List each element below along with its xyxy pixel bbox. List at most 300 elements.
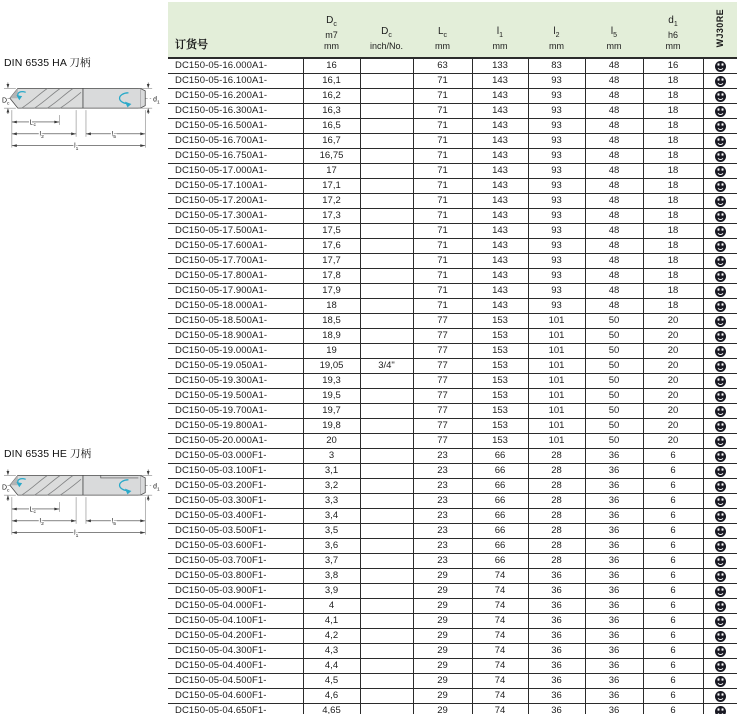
l1-cell: 153 <box>472 359 528 374</box>
lc-cell: 71 <box>413 239 472 254</box>
d1-cell: 20 <box>643 344 703 359</box>
dc-mm-cell: 16,5 <box>303 119 360 134</box>
dc-mm-cell: 4,4 <box>303 659 360 674</box>
d1-cell: 18 <box>643 119 703 134</box>
d1-cell: 6 <box>643 524 703 539</box>
table-row <box>168 134 737 149</box>
table-row <box>168 89 737 104</box>
coolant-through-grade-dot-icon <box>715 601 726 612</box>
l1-cell: 66 <box>472 509 528 524</box>
l2-cell: 28 <box>528 449 585 464</box>
l5-cell: 50 <box>585 359 643 374</box>
grade-availability-cell <box>703 164 737 179</box>
dc-mm-cell: 16,2 <box>303 89 360 104</box>
grade-availability-cell <box>703 89 737 104</box>
l1-cell: 66 <box>472 524 528 539</box>
coolant-through-grade-dot-icon <box>715 481 726 492</box>
table-row <box>168 149 737 164</box>
table-row <box>168 524 737 539</box>
l5-cell: 48 <box>585 284 643 299</box>
grade-availability-cell <box>703 614 737 629</box>
dc-mm-cell: 19,05 <box>303 359 360 374</box>
coolant-through-grade-dot-icon <box>715 391 726 402</box>
section-label-din6535-he: DIN 6535 HE 刀柄 <box>4 448 92 460</box>
dc-mm-cell: 16,3 <box>303 104 360 119</box>
coolant-through-grade-dot-icon <box>715 706 726 714</box>
dc-mm-cell: 3 <box>303 449 360 464</box>
l2-cell: 101 <box>528 329 585 344</box>
order-number-cell: DC150-05-17.800A1- <box>168 269 303 284</box>
order-number-cell: DC150-05-17.900A1- <box>168 284 303 299</box>
order-number-cell: DC150-05-16.200A1- <box>168 89 303 104</box>
table-body <box>168 58 737 714</box>
col-header-grade-wj30re <box>703 2 737 58</box>
dc-inch-cell <box>360 164 413 179</box>
order-number-cell: DC150-05-19.050A1- <box>168 359 303 374</box>
dc-inch-cell <box>360 239 413 254</box>
l2-cell: 28 <box>528 554 585 569</box>
l2-cell: 36 <box>528 704 585 714</box>
l2-cell: 101 <box>528 419 585 434</box>
l5-cell: 48 <box>585 239 643 254</box>
lc-cell: 77 <box>413 419 472 434</box>
dc-mm-cell: 19,3 <box>303 374 360 389</box>
l1-cell: 143 <box>472 224 528 239</box>
dc-inch-cell <box>360 554 413 569</box>
l5-cell: 48 <box>585 89 643 104</box>
l5-cell: 36 <box>585 569 643 584</box>
d1-cell: 6 <box>643 479 703 494</box>
coolant-through-grade-dot-icon <box>715 526 726 537</box>
lc-cell: 29 <box>413 674 472 689</box>
order-number-cell: DC150-05-16.700A1- <box>168 134 303 149</box>
dc-mm-cell: 17 <box>303 164 360 179</box>
order-number-cell: DC150-05-18.500A1- <box>168 314 303 329</box>
l5-cell: 36 <box>585 539 643 554</box>
he-drill-illustration <box>2 467 165 545</box>
lc-cell: 77 <box>413 434 472 449</box>
table-row <box>168 569 737 584</box>
coolant-through-grade-dot-icon <box>715 556 726 567</box>
dim-label-d1: $d_1$ <box>153 96 160 106</box>
lc-cell: 23 <box>413 539 472 554</box>
grade-availability-cell <box>703 494 737 509</box>
l5-cell: 48 <box>585 254 643 269</box>
dc-inch-cell <box>360 389 413 404</box>
l2-cell: 36 <box>528 599 585 614</box>
d1-cell: 20 <box>643 404 703 419</box>
coolant-through-grade-dot-icon <box>715 511 726 522</box>
l1-cell: 143 <box>472 284 528 299</box>
coolant-through-grade-dot-icon <box>715 91 726 102</box>
lc-cell: 71 <box>413 104 472 119</box>
d1-cell: 18 <box>643 164 703 179</box>
l2-cell: 83 <box>528 58 585 74</box>
l1-cell: 143 <box>472 104 528 119</box>
order-number-cell: DC150-05-17.700A1- <box>168 254 303 269</box>
dc-inch-cell <box>360 284 413 299</box>
l2-cell: 28 <box>528 524 585 539</box>
l1-cell: 143 <box>472 239 528 254</box>
he-drill-diagram <box>2 467 165 545</box>
dc-mm-cell: 17,1 <box>303 179 360 194</box>
l1-cell: 66 <box>472 464 528 479</box>
lc-cell: 23 <box>413 494 472 509</box>
order-number-cell: DC150-05-03.400F1- <box>168 509 303 524</box>
l2-cell: 36 <box>528 614 585 629</box>
order-number-cell: DC150-05-17.000A1- <box>168 164 303 179</box>
coolant-through-grade-dot-icon <box>715 166 726 177</box>
table-row <box>168 299 737 314</box>
dc-mm-cell: 4 <box>303 599 360 614</box>
d1-cell: 6 <box>643 614 703 629</box>
table-row <box>168 599 737 614</box>
dim-label-l5: $l_5$ <box>111 518 116 527</box>
l2-cell: 28 <box>528 509 585 524</box>
l5-cell: 36 <box>585 449 643 464</box>
dc-inch-cell <box>360 269 413 284</box>
dc-inch-cell <box>360 299 413 314</box>
dc-mm-cell: 3,1 <box>303 464 360 479</box>
coolant-through-grade-dot-icon <box>715 286 726 297</box>
l5-cell: 36 <box>585 509 643 524</box>
table-row <box>168 554 737 569</box>
dc-mm-cell: 4,3 <box>303 644 360 659</box>
coolant-through-grade-dot-icon <box>715 376 726 387</box>
d1-cell: 18 <box>643 179 703 194</box>
table-row <box>168 254 737 269</box>
table-row <box>168 269 737 284</box>
order-number-cell: DC150-05-17.200A1- <box>168 194 303 209</box>
dc-mm-cell: 17,6 <box>303 239 360 254</box>
order-number-cell: DC150-05-04.000F1- <box>168 599 303 614</box>
dc-inch-cell <box>360 254 413 269</box>
table-row <box>168 644 737 659</box>
d1-cell: 18 <box>643 104 703 119</box>
d1-cell: 20 <box>643 374 703 389</box>
order-number-cell: DC150-05-16.300A1- <box>168 104 303 119</box>
col-header-l5: $l_5$ mm <box>585 2 643 58</box>
l1-cell: 153 <box>472 314 528 329</box>
dc-inch-cell <box>360 194 413 209</box>
lc-cell: 23 <box>413 554 472 569</box>
dc-inch-cell <box>360 404 413 419</box>
table-row <box>168 704 737 714</box>
lc-cell: 71 <box>413 134 472 149</box>
order-number-cell: DC150-05-17.600A1- <box>168 239 303 254</box>
l1-cell: 66 <box>472 494 528 509</box>
order-number-cell: DC150-05-16.500A1- <box>168 119 303 134</box>
coolant-through-grade-dot-icon <box>715 301 726 312</box>
order-number-cell: DC150-05-04.300F1- <box>168 644 303 659</box>
grade-availability-cell <box>703 509 737 524</box>
grade-availability-cell <box>703 254 737 269</box>
dim-label-lc: $L_c$ <box>29 119 36 129</box>
coolant-through-grade-dot-icon <box>715 436 726 447</box>
l1-cell: 143 <box>472 134 528 149</box>
l1-cell: 153 <box>472 419 528 434</box>
order-number-cell: DC150-05-04.650F1- <box>168 704 303 714</box>
col-header-dc-inch: $D_c$ inch/No. <box>360 2 413 58</box>
dc-mm-cell: 17,3 <box>303 209 360 224</box>
coolant-through-grade-dot-icon <box>715 421 726 432</box>
dc-mm-cell: 4,6 <box>303 689 360 704</box>
dc-inch-cell <box>360 689 413 704</box>
grade-availability-cell <box>703 239 737 254</box>
dc-inch-cell <box>360 644 413 659</box>
dc-mm-cell: 3,7 <box>303 554 360 569</box>
dc-inch-cell <box>360 434 413 449</box>
table-row <box>168 479 737 494</box>
l1-cell: 153 <box>472 404 528 419</box>
grade-availability-cell <box>703 464 737 479</box>
l1-cell: 143 <box>472 74 528 89</box>
lc-cell: 71 <box>413 269 472 284</box>
l5-cell: 48 <box>585 299 643 314</box>
d1-cell: 6 <box>643 704 703 714</box>
d1-cell: 18 <box>643 254 703 269</box>
dc-mm-cell: 17,5 <box>303 224 360 239</box>
dc-inch-cell <box>360 464 413 479</box>
order-number-cell: DC150-05-04.400F1- <box>168 659 303 674</box>
l1-cell: 74 <box>472 584 528 599</box>
dc-inch-cell <box>360 569 413 584</box>
l5-cell: 48 <box>585 194 643 209</box>
dc-mm-cell: 18 <box>303 299 360 314</box>
grade-availability-cell <box>703 179 737 194</box>
dc-inch-cell <box>360 419 413 434</box>
lc-cell: 71 <box>413 89 472 104</box>
d1-cell: 20 <box>643 419 703 434</box>
coolant-through-grade-dot-icon <box>715 181 726 192</box>
d1-cell: 6 <box>643 689 703 704</box>
dc-mm-cell: 3,2 <box>303 479 360 494</box>
coolant-through-grade-dot-icon <box>715 361 726 372</box>
d1-cell: 18 <box>643 239 703 254</box>
dc-inch-cell <box>360 674 413 689</box>
coolant-through-grade-dot-icon <box>715 196 726 207</box>
l5-cell: 48 <box>585 119 643 134</box>
l5-cell: 48 <box>585 224 643 239</box>
coolant-through-grade-dot-icon <box>715 151 726 162</box>
grade-availability-cell <box>703 58 737 74</box>
d1-cell: 20 <box>643 359 703 374</box>
coolant-through-grade-dot-icon <box>715 406 726 417</box>
order-number-cell: DC150-05-17.300A1- <box>168 209 303 224</box>
grade-availability-cell <box>703 419 737 434</box>
dc-mm-cell: 4,1 <box>303 614 360 629</box>
l2-cell: 93 <box>528 284 585 299</box>
grade-availability-cell <box>703 689 737 704</box>
lc-cell: 23 <box>413 464 472 479</box>
order-number-cell: DC150-05-16.000A1- <box>168 58 303 74</box>
dc-inch-cell <box>360 599 413 614</box>
l5-cell: 48 <box>585 134 643 149</box>
l5-cell: 50 <box>585 434 643 449</box>
coolant-through-grade-dot-icon <box>715 76 726 87</box>
table-row <box>168 674 737 689</box>
order-number-cell: DC150-05-03.100F1- <box>168 464 303 479</box>
l5-cell: 50 <box>585 374 643 389</box>
table-row <box>168 419 737 434</box>
lc-cell: 29 <box>413 644 472 659</box>
order-number-cell: DC150-05-17.500A1- <box>168 224 303 239</box>
l1-cell: 153 <box>472 329 528 344</box>
table-row <box>168 404 737 419</box>
l1-cell: 143 <box>472 194 528 209</box>
grade-availability-cell <box>703 479 737 494</box>
l2-cell: 93 <box>528 164 585 179</box>
table-row <box>168 359 737 374</box>
dc-inch-cell <box>360 539 413 554</box>
order-number-cell: DC150-05-19.000A1- <box>168 344 303 359</box>
grade-availability-cell <box>703 584 737 599</box>
dc-mm-cell: 4,65 <box>303 704 360 714</box>
l5-cell: 36 <box>585 659 643 674</box>
coolant-through-grade-dot-icon <box>715 106 726 117</box>
l5-cell: 48 <box>585 104 643 119</box>
lc-cell: 71 <box>413 74 472 89</box>
grade-availability-cell <box>703 194 737 209</box>
l5-cell: 36 <box>585 614 643 629</box>
lc-cell: 23 <box>413 509 472 524</box>
dc-mm-cell: 3,3 <box>303 494 360 509</box>
l2-cell: 28 <box>528 494 585 509</box>
dim-label-d1: $d_1$ <box>153 483 160 493</box>
d1-cell: 18 <box>643 149 703 164</box>
order-number-cell: DC150-05-19.800A1- <box>168 419 303 434</box>
lc-cell: 77 <box>413 374 472 389</box>
grade-availability-cell <box>703 104 737 119</box>
l2-cell: 93 <box>528 134 585 149</box>
d1-cell: 18 <box>643 224 703 239</box>
order-number-cell: DC150-05-16.750A1- <box>168 149 303 164</box>
dc-inch-cell <box>360 224 413 239</box>
dc-mm-cell: 3,5 <box>303 524 360 539</box>
dim-label-dc: $D_c$ <box>2 484 10 494</box>
table-header <box>168 2 737 58</box>
l5-cell: 48 <box>585 74 643 89</box>
grade-availability-cell <box>703 554 737 569</box>
lc-cell: 29 <box>413 629 472 644</box>
l1-cell: 66 <box>472 479 528 494</box>
l1-cell: 143 <box>472 149 528 164</box>
dc-inch-cell <box>360 524 413 539</box>
order-number-header <box>168 2 303 58</box>
d1-cell: 18 <box>643 134 703 149</box>
lc-cell: 71 <box>413 179 472 194</box>
d1-cell: 20 <box>643 434 703 449</box>
coolant-through-grade-dot-icon <box>715 616 726 627</box>
l2-cell: 93 <box>528 119 585 134</box>
grade-availability-cell <box>703 434 737 449</box>
order-number-cell: DC150-05-03.700F1- <box>168 554 303 569</box>
order-number-header-label: 订货号 <box>175 39 208 51</box>
table-row <box>168 539 737 554</box>
grade-availability-cell <box>703 704 737 714</box>
l5-cell: 48 <box>585 209 643 224</box>
l5-cell: 50 <box>585 329 643 344</box>
table-row <box>168 179 737 194</box>
dc-inch-cell <box>360 104 413 119</box>
l5-cell: 48 <box>585 164 643 179</box>
l1-cell: 66 <box>472 539 528 554</box>
order-number-cell: DC150-05-03.800F1- <box>168 569 303 584</box>
d1-cell: 18 <box>643 284 703 299</box>
lc-cell: 23 <box>413 524 472 539</box>
dc-mm-cell: 3,8 <box>303 569 360 584</box>
l1-cell: 66 <box>472 554 528 569</box>
order-number-cell: DC150-05-19.700A1- <box>168 404 303 419</box>
dc-mm-cell: 19,5 <box>303 389 360 404</box>
order-number-cell: DC150-05-04.600F1- <box>168 689 303 704</box>
table-row <box>168 119 737 134</box>
dc-mm-cell: 16 <box>303 58 360 74</box>
l1-cell: 74 <box>472 689 528 704</box>
d1-cell: 6 <box>643 599 703 614</box>
dc-inch-cell <box>360 58 413 74</box>
l1-cell: 143 <box>472 209 528 224</box>
dc-mm-cell: 19,7 <box>303 404 360 419</box>
table-row <box>168 659 737 674</box>
coolant-through-grade-dot-icon <box>715 211 726 222</box>
grade-availability-cell <box>703 314 737 329</box>
l1-cell: 74 <box>472 599 528 614</box>
l5-cell: 36 <box>585 629 643 644</box>
lc-cell: 71 <box>413 284 472 299</box>
l5-cell: 36 <box>585 494 643 509</box>
l2-cell: 101 <box>528 404 585 419</box>
table-row <box>168 509 737 524</box>
d1-cell: 6 <box>643 569 703 584</box>
coolant-through-grade-dot-icon <box>715 136 726 147</box>
grade-availability-cell <box>703 449 737 464</box>
col-header-d1: $d_1$ h6 mm <box>643 2 703 58</box>
dc-mm-cell: 17,2 <box>303 194 360 209</box>
l5-cell: 50 <box>585 314 643 329</box>
coolant-through-grade-dot-icon <box>715 451 726 462</box>
coolant-through-grade-dot-icon <box>715 661 726 672</box>
l5-cell: 36 <box>585 554 643 569</box>
dc-mm-cell: 19,8 <box>303 419 360 434</box>
order-number-cell: DC150-05-20.000A1- <box>168 434 303 449</box>
lc-cell: 71 <box>413 224 472 239</box>
dc-inch-cell <box>360 74 413 89</box>
l1-cell: 143 <box>472 179 528 194</box>
l1-cell: 133 <box>472 58 528 74</box>
order-number-cell: DC150-05-03.300F1- <box>168 494 303 509</box>
dc-mm-cell: 17,9 <box>303 284 360 299</box>
coolant-through-grade-dot-icon <box>715 541 726 552</box>
l2-cell: 101 <box>528 434 585 449</box>
grade-availability-cell <box>703 524 737 539</box>
l2-cell: 36 <box>528 674 585 689</box>
coolant-through-grade-dot-icon <box>715 586 726 597</box>
grade-availability-cell <box>703 329 737 344</box>
l2-cell: 93 <box>528 149 585 164</box>
dc-mm-cell: 18,9 <box>303 329 360 344</box>
l2-cell: 101 <box>528 359 585 374</box>
dc-inch-cell <box>360 374 413 389</box>
table-row <box>168 314 737 329</box>
coolant-through-grade-dot-icon <box>715 61 726 72</box>
l2-cell: 36 <box>528 569 585 584</box>
d1-cell: 20 <box>643 389 703 404</box>
coolant-through-grade-dot-icon <box>715 331 726 342</box>
lc-cell: 29 <box>413 614 472 629</box>
table-row <box>168 629 737 644</box>
dc-mm-cell: 4,2 <box>303 629 360 644</box>
